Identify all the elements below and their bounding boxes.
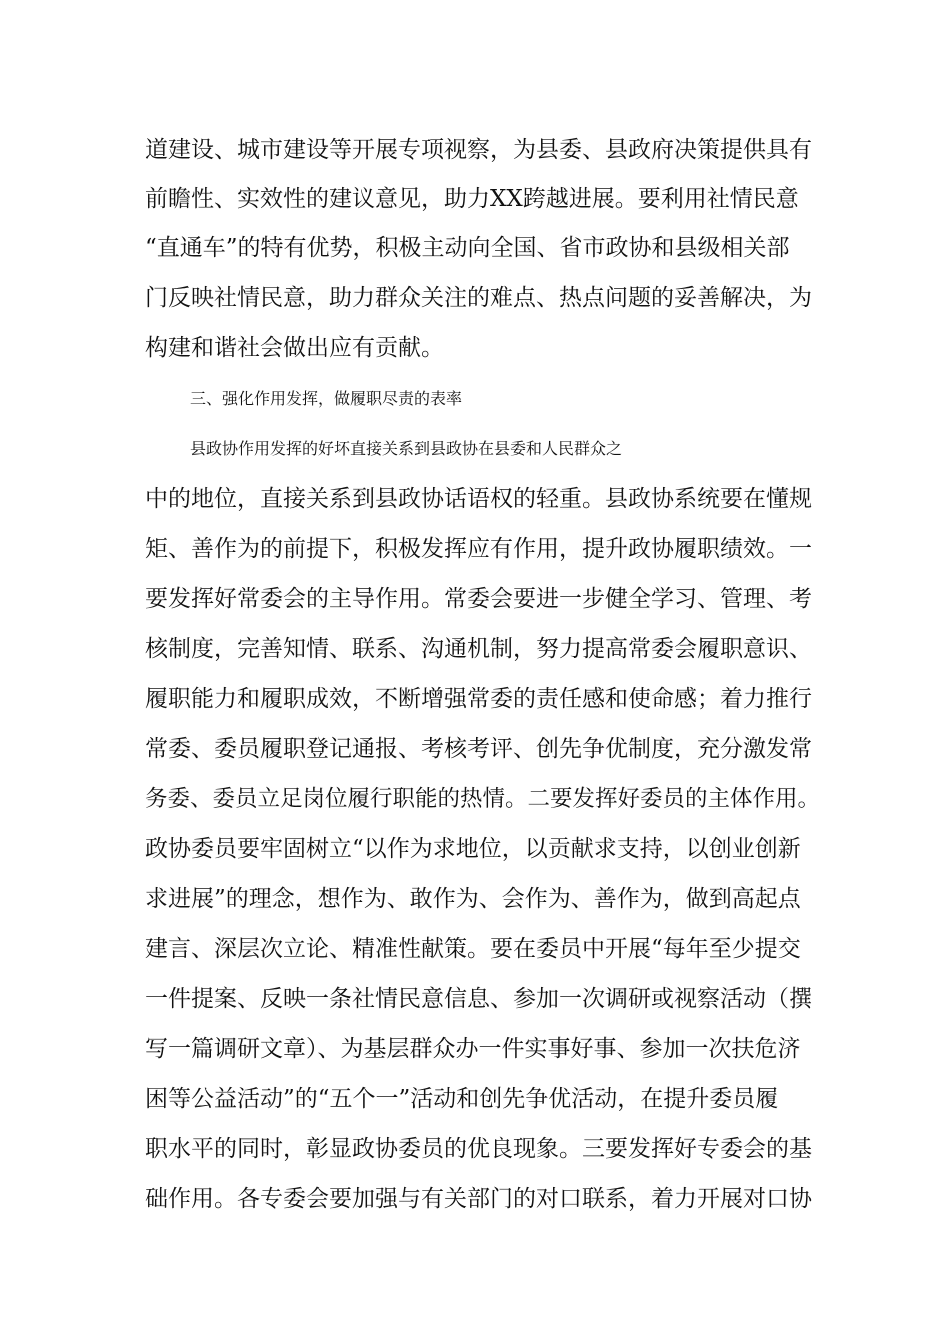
text-line: 写一篇调研文章）、为基层群众办一件实事好事、参加一次扶危济 [145,1036,801,1062]
text-line: 履职能力和履职成效，不断增强常委的责任感和使命感；着力推行 [145,686,812,712]
text-line: 前瞻性、实效性的建议意见，助力XX跨越进展。要利用社情民意 [145,186,799,212]
section-heading: 三、强化作用发挥，做履职尽责的表率 [190,389,463,408]
text-line: 求进展”的理念，想作为、敢作为、会作为、善作为，做到高起点 [145,886,801,912]
text-line: 建言、深层次立论、精准性献策。要在委员中开展“每年至少提交 [145,936,801,962]
text-line: 中的地位，直接关系到县政协话语权的轻重。县政协系统要在懂规 [145,486,812,512]
text-line: “直通车”的特有优势，积极主动向全国、省市政协和县级相关部 [145,235,790,261]
text-line: 门反映社情民意，助力群众关注的难点、热点问题的妥善解决，为 [145,285,812,311]
text-line: 职水平的同时，彰显政协委员的优良现象。三要发挥好专委会的基 [145,1136,812,1162]
text-line: 矩、善作为的前提下，积极发挥应有作用，提升政协履职绩效。一 [145,536,812,562]
text-line: 核制度，完善知情、联系、沟通机制，努力提高常委会履职意识、 [145,636,812,662]
text-line: 一件提案、反映一条社情民意信息、参加一次调研或视察活动（撰 [145,986,812,1012]
text-line: 础作用。各专委会要加强与有关部门的对口联系，着力开展对口协 [145,1186,812,1212]
text-line: 常委、委员履职登记通报、考核考评、创先争优制度，充分激发常 [145,736,812,762]
text-line: 要发挥好常委会的主导作用。常委会要进一步健全学习、管理、考 [145,586,812,612]
text-line: 道建设、城市建设等开展专项视察，为县委、县政府决策提供具有 [145,137,812,163]
text-line: 县政协作用发挥的好坏直接关系到县政协在县委和人民群众之 [190,439,623,458]
text-line: 务委、委员立足岗位履行职能的热情。二要发挥好委员的主体作用。 [145,786,821,812]
text-line: 政协委员要牢固树立“以作为求地位，以贡献求支持，以创业创新 [145,836,801,862]
text-line: 困等公益活动”的“五个一”活动和创先争优活动，在提升委员履 [145,1086,779,1112]
text-line: 构建和谐社会做出应有贡献。 [145,335,444,361]
